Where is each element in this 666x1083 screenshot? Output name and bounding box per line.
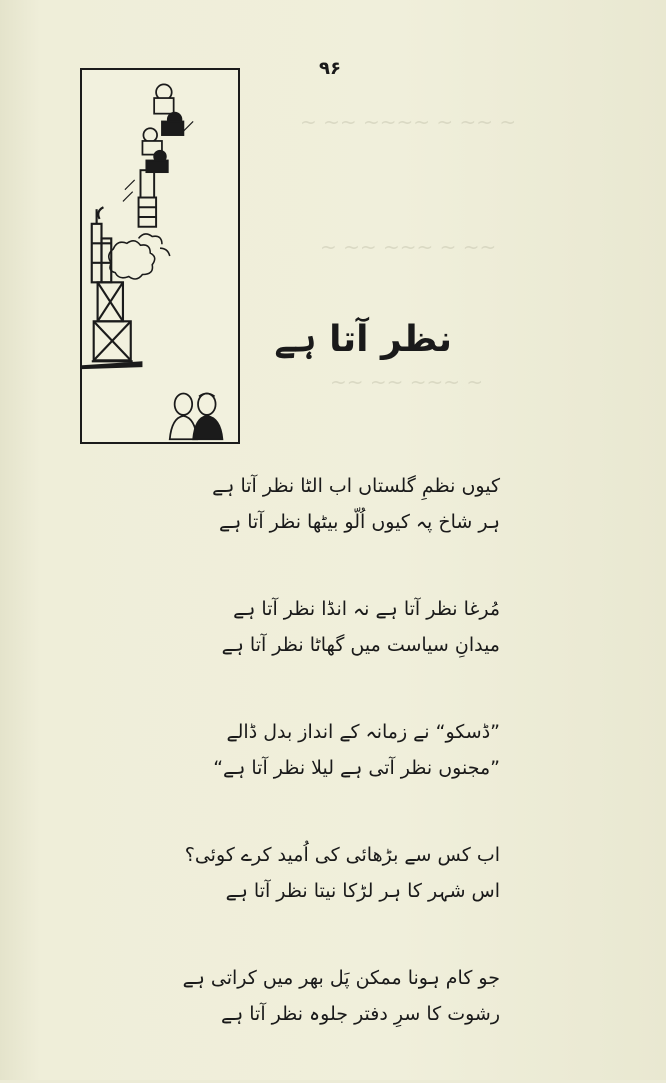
verse-line: اس شہر کا ہر لڑکا نیتا نظر آتا ہے: [225, 880, 500, 902]
verse-line: ”ڈسکو“ نے زمانہ کے انداز بدل ڈالے: [226, 721, 500, 743]
show-through-text: ~ ~~~ ~~ ~~: [330, 370, 484, 394]
verse-line: میدانِ سیاست میں گھاٹا نظر آتا ہے: [221, 634, 500, 656]
stanza-1: [200, 468, 500, 540]
verse-line: ہر شاخ پہ کیوں اُلّو بیٹھا نظر آتا ہے: [218, 511, 500, 533]
cartoon-illustration: [80, 68, 240, 444]
verse-line: کیوں نظمِ گلستاں اب الٹا نظر آتا ہے: [212, 475, 500, 497]
verse-line: اب کس سے بڑھائی کی اُمید کرے کوئی؟: [184, 844, 500, 866]
poem-title: نظر آتا ہے: [274, 319, 452, 360]
verse-line: ”مجنوں نظر آتی ہے لیلا نظر آتا ہے“: [213, 757, 500, 779]
page-number: ۹۶: [319, 58, 341, 79]
stanza-3: [200, 714, 500, 786]
stanza-5: [182, 960, 500, 1032]
show-through-text: ~ ~~ ~ ~~~~ ~~ ~: [300, 110, 517, 134]
cartoon-tower-climbers-icon: [82, 70, 238, 442]
verse-line: جو کام ہونا ممکن پَل بھر میں کراتی ہے: [182, 967, 500, 989]
poem-body: [182, 468, 500, 1083]
stanza-2: [200, 591, 500, 663]
verse-line: مُرغا نظر آتا ہے نہ انڈا نظر آتا ہے: [233, 598, 500, 620]
stanza-4: [184, 837, 500, 909]
show-through-text: ~~ ~ ~~~ ~~ ~: [320, 235, 497, 259]
verse-line: رشوت کا سرِ دفتر جلوہ نظر آتا ہے: [220, 1003, 500, 1025]
